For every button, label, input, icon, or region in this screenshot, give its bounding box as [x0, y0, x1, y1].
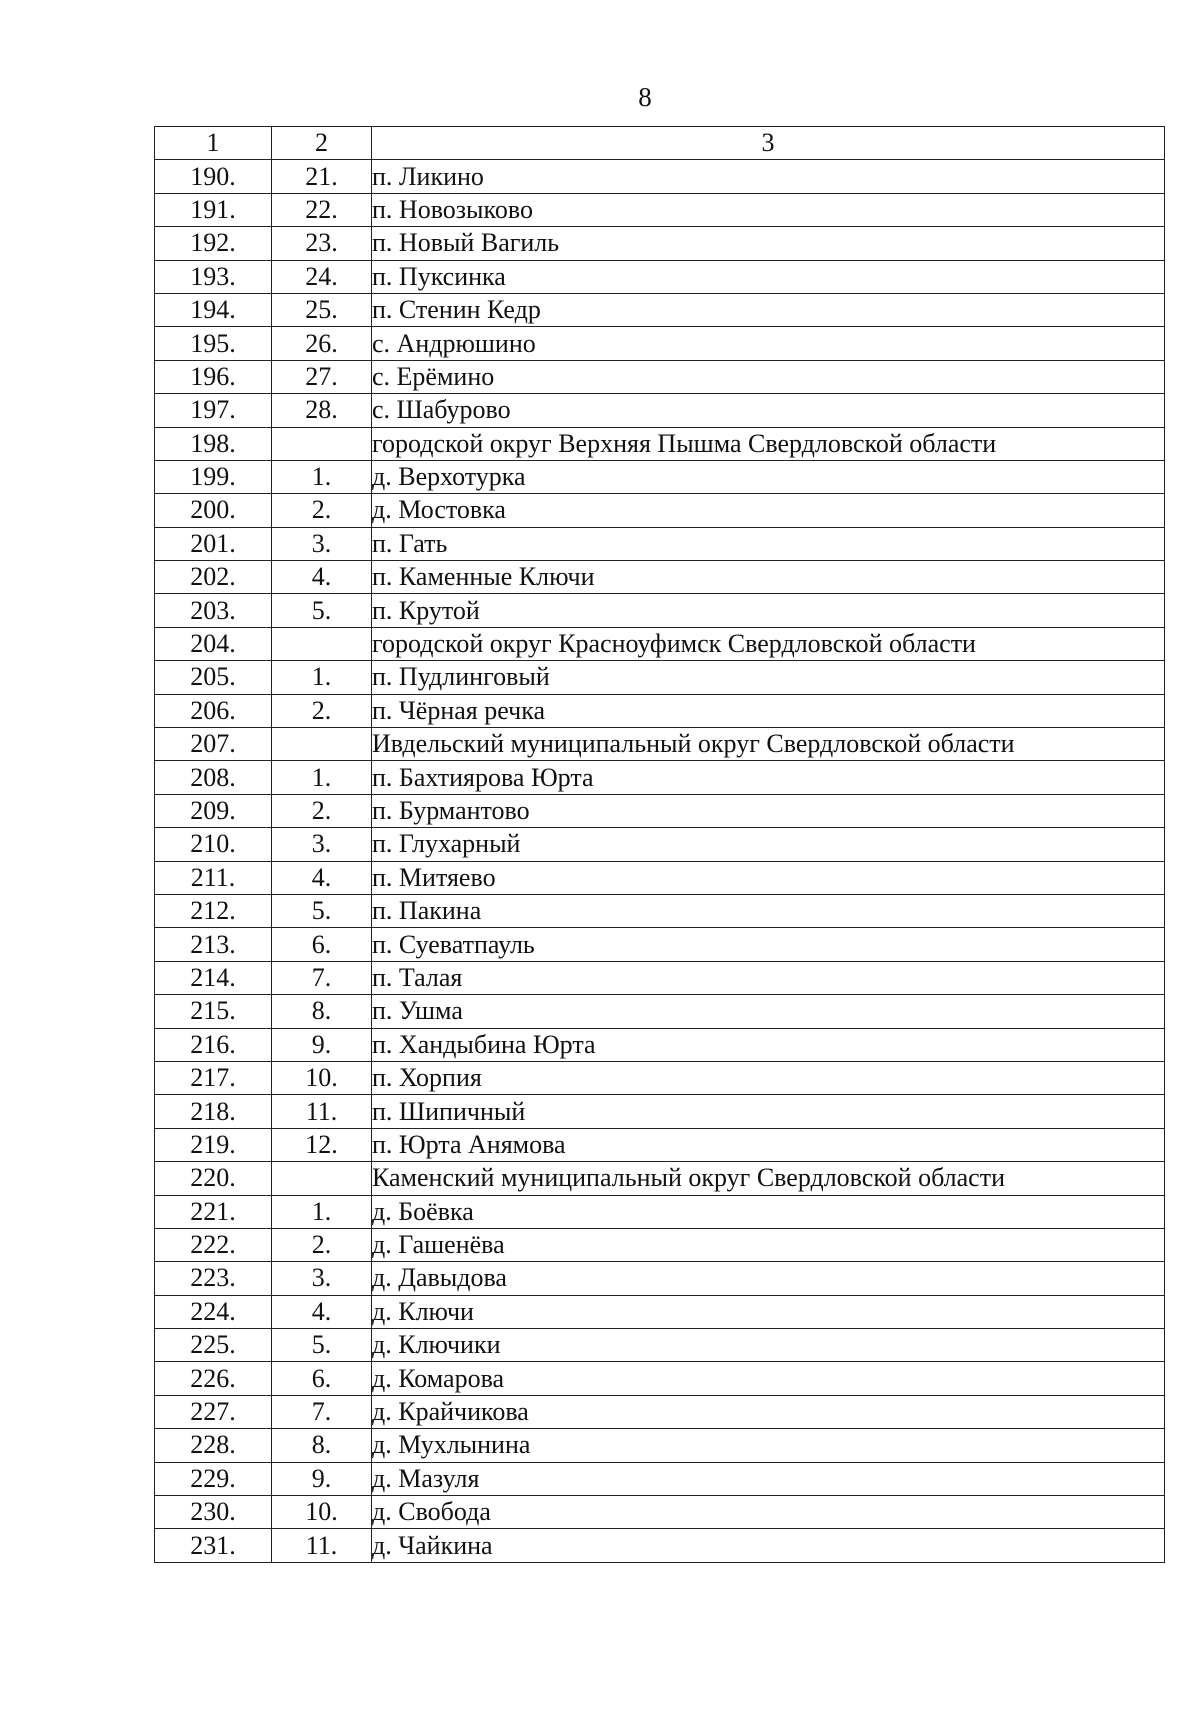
row-number-cell: 212.: [155, 894, 272, 927]
row-number-cell: 215.: [155, 995, 272, 1028]
sub-number-cell: 5.: [272, 1329, 372, 1362]
settlement-name-cell: д. Гашенёва: [372, 1228, 1165, 1261]
table-row: [155, 527, 1165, 560]
sub-number-cell: 5.: [272, 594, 372, 627]
row-number-cell: 197.: [155, 394, 272, 427]
settlement-name-cell: п. Суеватпауль: [372, 928, 1165, 961]
settlement-name-cell: п. Бахтиярова Юрта: [372, 761, 1165, 794]
row-number-cell: 229.: [155, 1462, 272, 1495]
sub-number-cell: 11.: [272, 1529, 372, 1562]
table-row: [155, 1395, 1165, 1428]
table-row: [155, 861, 1165, 894]
settlement-name-cell: городской округ Верхняя Пышма Свердловской области: [372, 427, 1165, 460]
sub-number-cell: 12.: [272, 1128, 372, 1161]
settlements-table: [154, 126, 1165, 1563]
sub-number-cell: 25.: [272, 293, 372, 326]
row-number-cell: 199.: [155, 460, 272, 493]
sub-number-cell: 26.: [272, 327, 372, 360]
settlement-name-cell: п. Ушма: [372, 995, 1165, 1028]
table-body: [155, 160, 1165, 1562]
settlement-name-cell: с. Ерёмино: [372, 360, 1165, 393]
sub-number-cell: 21.: [272, 160, 372, 193]
sub-number-cell: 27.: [272, 360, 372, 393]
table-row: [155, 193, 1165, 226]
settlement-name-cell: с. Андрюшино: [372, 327, 1165, 360]
row-number-cell: 208.: [155, 761, 272, 794]
row-number-cell: 228.: [155, 1429, 272, 1462]
table-row: [155, 1228, 1165, 1261]
settlement-name-cell: д. Комарова: [372, 1362, 1165, 1395]
row-number-cell: 218.: [155, 1095, 272, 1128]
row-number-cell: 216.: [155, 1028, 272, 1061]
row-number-cell: 206.: [155, 694, 272, 727]
row-number-cell: 219.: [155, 1128, 272, 1161]
sub-number-cell: 11.: [272, 1095, 372, 1128]
table-row: [155, 1128, 1165, 1161]
settlement-name-cell: д. Давыдова: [372, 1262, 1165, 1295]
settlement-name-cell: д. Ключики: [372, 1329, 1165, 1362]
table-row: [155, 995, 1165, 1028]
sub-number-cell: 9.: [272, 1028, 372, 1061]
row-number-cell: 204.: [155, 627, 272, 660]
settlement-name-cell: городской округ Красноуфимск Свердловской области: [372, 627, 1165, 660]
settlement-name-cell: п. Юрта Анямова: [372, 1128, 1165, 1161]
table-row: [155, 928, 1165, 961]
row-number-cell: 205.: [155, 661, 272, 694]
row-number-cell: 209.: [155, 794, 272, 827]
sub-number-cell: 28.: [272, 394, 372, 427]
row-number-cell: 224.: [155, 1295, 272, 1328]
row-number-cell: 220.: [155, 1162, 272, 1195]
row-number-cell: 195.: [155, 327, 272, 360]
table-row: [155, 1262, 1165, 1295]
sub-number-cell: 10.: [272, 1061, 372, 1094]
table-header: [155, 127, 1165, 160]
row-number-cell: 217.: [155, 1061, 272, 1094]
table-row: [155, 1496, 1165, 1529]
settlement-name-cell: Каменский муниципальный округ Свердловской области: [372, 1162, 1165, 1195]
table-row: [155, 1295, 1165, 1328]
row-number-cell: 227.: [155, 1395, 272, 1428]
column-header-1: 1: [155, 127, 272, 160]
table-row: [155, 360, 1165, 393]
row-number-cell: 201.: [155, 527, 272, 560]
row-number-cell: 202.: [155, 561, 272, 594]
table-row: [155, 394, 1165, 427]
row-number-cell: 198.: [155, 427, 272, 460]
sub-number-cell: 1.: [272, 1195, 372, 1228]
row-number-cell: 191.: [155, 193, 272, 226]
row-number-cell: 194.: [155, 293, 272, 326]
table-row: [155, 1061, 1165, 1094]
settlement-name-cell: д. Ключи: [372, 1295, 1165, 1328]
settlement-name-cell: д. Боёвка: [372, 1195, 1165, 1228]
settlement-name-cell: п. Шипичный: [372, 1095, 1165, 1128]
table-row: [155, 1529, 1165, 1562]
sub-number-cell: 4.: [272, 561, 372, 594]
row-number-cell: 222.: [155, 1228, 272, 1261]
sub-number-cell: 5.: [272, 894, 372, 927]
sub-number-cell: [272, 1162, 372, 1195]
table-row: [155, 1028, 1165, 1061]
sub-number-cell: 3.: [272, 527, 372, 560]
settlement-name-cell: п. Бурмантово: [372, 794, 1165, 827]
row-number-cell: 192.: [155, 227, 272, 260]
sub-number-cell: 1.: [272, 460, 372, 493]
settlement-name-cell: д. Крайчикова: [372, 1395, 1165, 1428]
table-row: [155, 794, 1165, 827]
sub-number-cell: 7.: [272, 1395, 372, 1428]
sub-number-cell: 10.: [272, 1496, 372, 1529]
settlement-name-cell: п. Стенин Кедр: [372, 293, 1165, 326]
table-row: [155, 761, 1165, 794]
settlement-name-cell: п. Новый Вагиль: [372, 227, 1165, 260]
table-header-row: [155, 127, 1165, 160]
row-number-cell: 230.: [155, 1496, 272, 1529]
table-row: [155, 260, 1165, 293]
sub-number-cell: 4.: [272, 861, 372, 894]
settlement-name-cell: Ивдельский муниципальный округ Свердловской области: [372, 728, 1165, 761]
row-number-cell: 231.: [155, 1529, 272, 1562]
table-row: [155, 227, 1165, 260]
sub-number-cell: [272, 627, 372, 660]
settlement-name-cell: д. Мостовка: [372, 494, 1165, 527]
settlement-name-cell: д. Свобода: [372, 1496, 1165, 1529]
table-row: [155, 1162, 1165, 1195]
sub-number-cell: 7.: [272, 961, 372, 994]
settlement-name-cell: п. Пакина: [372, 894, 1165, 927]
settlement-name-cell: п. Пуксинка: [372, 260, 1165, 293]
row-number-cell: 210.: [155, 828, 272, 861]
row-number-cell: 221.: [155, 1195, 272, 1228]
table-row: [155, 561, 1165, 594]
settlement-name-cell: д. Мухлынина: [372, 1429, 1165, 1462]
settlement-name-cell: п. Талая: [372, 961, 1165, 994]
table-row: [155, 828, 1165, 861]
table-row: [155, 1429, 1165, 1462]
settlement-name-cell: п. Хандыбина Юрта: [372, 1028, 1165, 1061]
settlement-name-cell: п. Ликино: [372, 160, 1165, 193]
sub-number-cell: 6.: [272, 1362, 372, 1395]
table-row: [155, 894, 1165, 927]
row-number-cell: 190.: [155, 160, 272, 193]
row-number-cell: 223.: [155, 1262, 272, 1295]
table-row: [155, 1329, 1165, 1362]
table-row: [155, 427, 1165, 460]
row-number-cell: 203.: [155, 594, 272, 627]
table-row: [155, 460, 1165, 493]
settlement-name-cell: п. Хорпия: [372, 1061, 1165, 1094]
sub-number-cell: 6.: [272, 928, 372, 961]
table-row: [155, 327, 1165, 360]
settlement-name-cell: д. Чайкина: [372, 1529, 1165, 1562]
settlement-name-cell: п. Гать: [372, 527, 1165, 560]
column-header-3: 3: [372, 127, 1165, 160]
sub-number-cell: 4.: [272, 1295, 372, 1328]
table-row: [155, 494, 1165, 527]
sub-number-cell: 22.: [272, 193, 372, 226]
row-number-cell: 196.: [155, 360, 272, 393]
settlement-name-cell: п. Митяево: [372, 861, 1165, 894]
row-number-cell: 193.: [155, 260, 272, 293]
sub-number-cell: 8.: [272, 1429, 372, 1462]
sub-number-cell: 1.: [272, 661, 372, 694]
sub-number-cell: 24.: [272, 260, 372, 293]
table-row: [155, 1362, 1165, 1395]
sub-number-cell: [272, 728, 372, 761]
sub-number-cell: 2.: [272, 694, 372, 727]
page-number: 8: [638, 82, 652, 112]
settlement-name-cell: п. Новозыково: [372, 193, 1165, 226]
settlement-name-cell: п. Крутой: [372, 594, 1165, 627]
row-number-cell: 211.: [155, 861, 272, 894]
sub-number-cell: 2.: [272, 1228, 372, 1261]
sub-number-cell: 3.: [272, 1262, 372, 1295]
sub-number-cell: 8.: [272, 995, 372, 1028]
settlement-name-cell: п. Чёрная речка: [372, 694, 1165, 727]
table-row: [155, 728, 1165, 761]
sub-number-cell: 1.: [272, 761, 372, 794]
table-row: [155, 160, 1165, 193]
row-number-cell: 225.: [155, 1329, 272, 1362]
row-number-cell: 200.: [155, 494, 272, 527]
row-number-cell: 207.: [155, 728, 272, 761]
row-number-cell: 213.: [155, 928, 272, 961]
sub-number-cell: 2.: [272, 494, 372, 527]
sub-number-cell: 2.: [272, 794, 372, 827]
sub-number-cell: [272, 427, 372, 460]
table-row: [155, 293, 1165, 326]
sub-number-cell: 9.: [272, 1462, 372, 1495]
table-row: [155, 661, 1165, 694]
row-number-cell: 214.: [155, 961, 272, 994]
settlement-name-cell: п. Каменные Ключи: [372, 561, 1165, 594]
column-header-2: 2: [272, 127, 372, 160]
table-row: [155, 961, 1165, 994]
settlement-name-cell: д. Мазуля: [372, 1462, 1165, 1495]
table-row: [155, 1195, 1165, 1228]
settlement-name-cell: с. Шабурово: [372, 394, 1165, 427]
table-row: [155, 594, 1165, 627]
settlement-name-cell: п. Пудлинговый: [372, 661, 1165, 694]
table-row: [155, 694, 1165, 727]
table-row: [155, 1095, 1165, 1128]
sub-number-cell: 23.: [272, 227, 372, 260]
settlement-name-cell: п. Глухарный: [372, 828, 1165, 861]
sub-number-cell: 3.: [272, 828, 372, 861]
row-number-cell: 226.: [155, 1362, 272, 1395]
table-row: [155, 1462, 1165, 1495]
table-row: [155, 627, 1165, 660]
settlement-name-cell: д. Верхотурка: [372, 460, 1165, 493]
